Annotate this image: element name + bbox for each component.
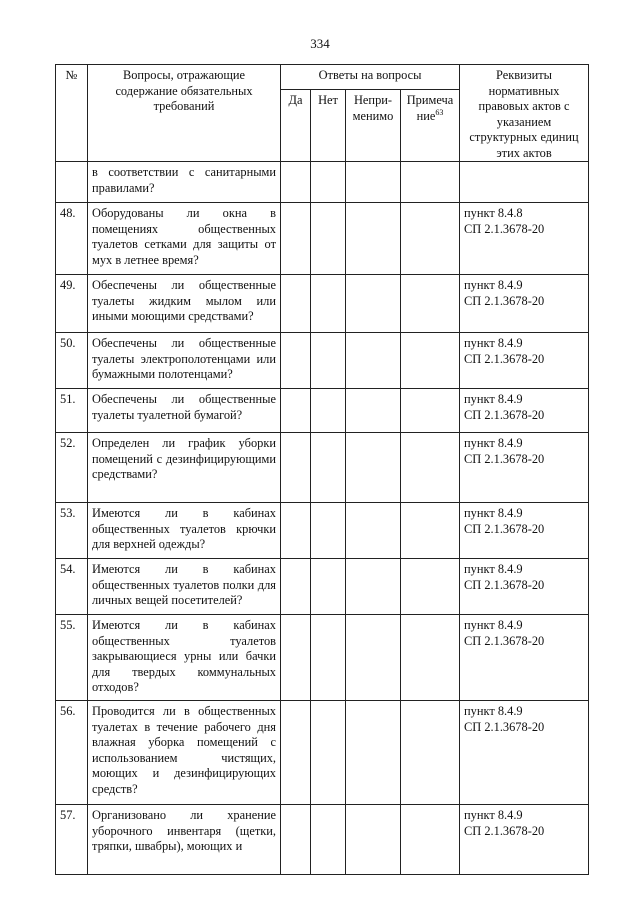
answer-no-cell[interactable] (311, 559, 346, 615)
row-number: 51. (56, 389, 88, 433)
row-number: 53. (56, 503, 88, 559)
row-number: 52. (56, 433, 88, 503)
header-answers: Ответы на вопросы (281, 65, 460, 90)
answer-note-cell[interactable] (401, 503, 460, 559)
header-note-label: Примеча ние (406, 93, 454, 123)
checklist-table (55, 64, 589, 875)
ref-document: СП 2.1.3678-20 (464, 293, 545, 308)
table-row (56, 162, 589, 203)
answer-not-applicable-cell[interactable] (346, 805, 401, 875)
row-number: 48. (56, 203, 88, 275)
answer-note-cell[interactable] (401, 333, 460, 389)
answer-note-cell[interactable] (401, 203, 460, 275)
row-requisites (460, 805, 589, 875)
table-row (56, 389, 589, 433)
row-requisites (460, 559, 589, 615)
ref-clause: пункт 8.4.9 (464, 278, 523, 292)
row-question: Определен ли график уборки помещений с дезинфицирующими средствами? (88, 433, 281, 503)
ref-clause: пункт 8.4.9 (464, 392, 523, 406)
answer-yes-cell[interactable] (281, 433, 311, 503)
ref-document: СП 2.1.3678-20 (464, 351, 545, 366)
answer-no-cell[interactable] (311, 333, 346, 389)
row-requisites (460, 433, 589, 503)
answer-no-cell[interactable] (311, 389, 346, 433)
table-row (56, 503, 589, 559)
row-question: Организовано ли хранение уборочного инвентаря (щетки, тряпки, швабры), моющих и (88, 805, 281, 875)
ref-clause: пункт 8.4.9 (464, 808, 523, 822)
answer-no-cell[interactable] (311, 275, 346, 333)
table-row (56, 615, 589, 701)
answer-not-applicable-cell[interactable] (346, 389, 401, 433)
ref-document: СП 2.1.3678-20 (464, 633, 545, 648)
ref-document: СП 2.1.3678-20 (464, 407, 545, 422)
row-number: 55. (56, 615, 88, 701)
answer-no-cell[interactable] (311, 615, 346, 701)
page-number: 334 (310, 36, 330, 51)
row-requisites (460, 275, 589, 333)
ref-document: СП 2.1.3678-20 (464, 719, 545, 734)
row-number: 54. (56, 559, 88, 615)
answer-yes-cell[interactable] (281, 275, 311, 333)
row-requisites (460, 701, 589, 805)
answer-yes-cell[interactable] (281, 615, 311, 701)
answer-yes-cell[interactable] (281, 389, 311, 433)
answer-note-cell[interactable] (401, 275, 460, 333)
answer-note-cell[interactable] (401, 701, 460, 805)
row-number: 50. (56, 333, 88, 389)
answer-no-cell[interactable] (311, 433, 346, 503)
answer-not-applicable-cell[interactable] (346, 701, 401, 805)
header-questions: Вопросы, отражающие содержание обязательных требований (88, 65, 281, 162)
answer-yes-cell[interactable] (281, 503, 311, 559)
ref-document: СП 2.1.3678-20 (464, 823, 545, 838)
ref-clause: пункт 8.4.9 (464, 618, 523, 632)
ref-document: СП 2.1.3678-20 (464, 221, 545, 236)
answer-yes-cell[interactable] (281, 203, 311, 275)
answer-yes-cell[interactable] (281, 701, 311, 805)
ref-document: СП 2.1.3678-20 (464, 577, 545, 592)
answer-note-cell[interactable] (401, 433, 460, 503)
row-question: Обеспечены ли общественные туалеты электрополотенцами или бумажными полотенцами? (88, 333, 281, 389)
row-requisites (460, 162, 589, 203)
row-question: Обеспечены ли общественные туалеты туалетной бумагой? (88, 389, 281, 433)
row-requisites (460, 503, 589, 559)
row-question: в соответствии с санитарными правилами? (88, 162, 281, 203)
row-question: Обеспечены ли общественные туалеты жидким мылом или иными моющими средствами? (88, 275, 281, 333)
answer-not-applicable-cell[interactable] (346, 615, 401, 701)
header-requisites: Реквизиты нормативных правовых актов с указанием структурных единиц этих актов (460, 65, 589, 162)
table-row (56, 275, 589, 333)
answer-not-applicable-cell[interactable] (346, 503, 401, 559)
ref-document: СП 2.1.3678-20 (464, 521, 545, 536)
row-number (56, 162, 88, 203)
answer-no-cell[interactable] (311, 503, 346, 559)
header-note-footnote: 63 (435, 107, 444, 117)
row-requisites (460, 389, 589, 433)
answer-no-cell[interactable] (311, 203, 346, 275)
ref-clause: пункт 8.4.9 (464, 562, 523, 576)
ref-clause: пункт 8.4.8 (464, 206, 523, 220)
table-row (56, 805, 589, 875)
answer-not-applicable-cell[interactable] (346, 333, 401, 389)
row-question: Оборудованы ли окна в помещениях общественных туалетов сетками для защиты от мух в летнее время? (88, 203, 281, 275)
table-row (56, 559, 589, 615)
row-number: 49. (56, 275, 88, 333)
table-row (56, 701, 589, 805)
answer-not-applicable-cell[interactable] (346, 433, 401, 503)
ref-document: СП 2.1.3678-20 (464, 451, 545, 466)
answer-not-applicable-cell[interactable] (346, 203, 401, 275)
ref-clause: пункт 8.4.9 (464, 436, 523, 450)
table-row (56, 433, 589, 503)
answer-note-cell[interactable] (401, 805, 460, 875)
table-header (56, 65, 589, 162)
row-number: 56. (56, 701, 88, 805)
header-no: Нет (311, 90, 346, 162)
answer-not-applicable-cell[interactable] (346, 162, 401, 203)
answer-yes-cell[interactable] (281, 333, 311, 389)
row-requisites (460, 615, 589, 701)
ref-clause: пункт 8.4.9 (464, 506, 523, 520)
header-yes: Да (281, 90, 311, 162)
row-number: 57. (56, 805, 88, 875)
answer-yes-cell[interactable] (281, 805, 311, 875)
row-question: Проводится ли в общественных туалетах в течение рабочего дня влажная уборка помещений с использованием чистящих, моющих и дезинфицирующих средств? (88, 701, 281, 805)
answer-note-cell[interactable] (401, 615, 460, 701)
answer-note-cell[interactable] (401, 162, 460, 203)
row-question: Имеются ли в кабинах общественных туалетов полки для личных вещей посетителей? (88, 559, 281, 615)
answer-yes-cell[interactable] (281, 559, 311, 615)
answer-no-cell[interactable] (311, 701, 346, 805)
answer-note-cell[interactable] (401, 389, 460, 433)
ref-clause: пункт 8.4.9 (464, 704, 523, 718)
row-requisites (460, 203, 589, 275)
header-number: № (56, 65, 88, 162)
answer-yes-cell[interactable] (281, 162, 311, 203)
answer-no-cell[interactable] (311, 805, 346, 875)
header-not-applicable: Непри-менимо (346, 90, 401, 162)
answer-note-cell[interactable] (401, 559, 460, 615)
table-row (56, 203, 589, 275)
answer-not-applicable-cell[interactable] (346, 275, 401, 333)
row-question: Имеются ли в кабинах общественных туалетов закрывающиеся урны или бачки для твердых коммунальных отходов? (88, 615, 281, 701)
row-question: Имеются ли в кабинах общественных туалетов крючки для верхней одежды? (88, 503, 281, 559)
answer-no-cell[interactable] (311, 162, 346, 203)
ref-clause: пункт 8.4.9 (464, 336, 523, 350)
table-row (56, 333, 589, 389)
header-note (401, 90, 460, 162)
answer-not-applicable-cell[interactable] (346, 559, 401, 615)
row-requisites (460, 333, 589, 389)
